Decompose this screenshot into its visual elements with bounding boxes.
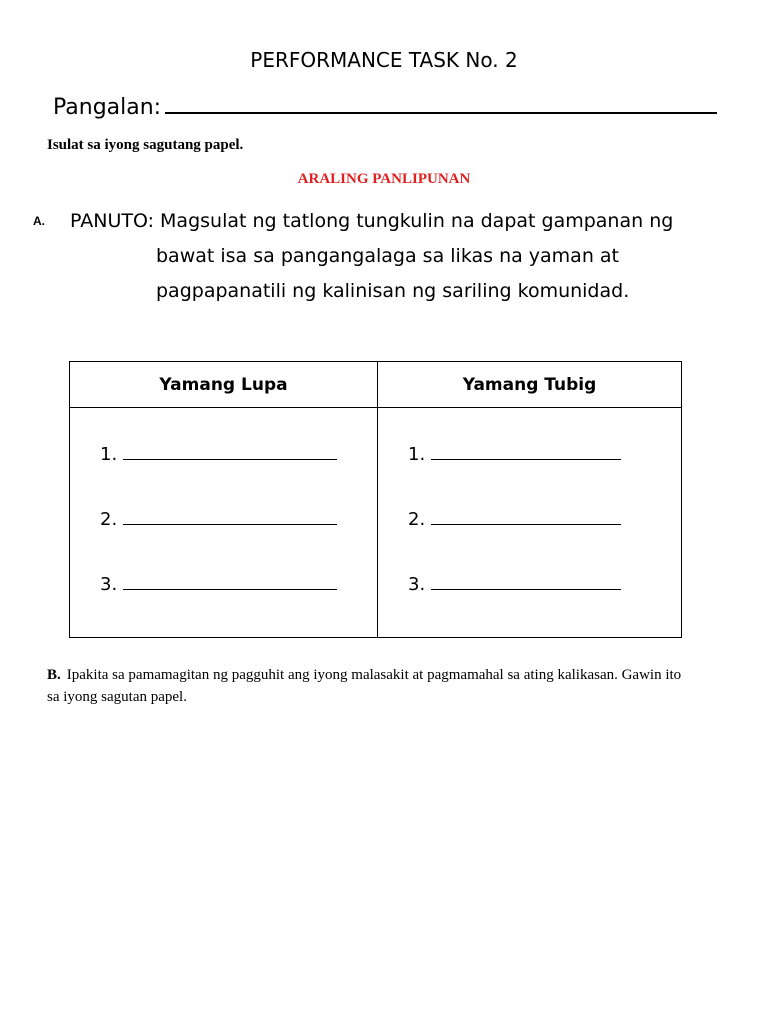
directions-line-1: PANUTO: Magsulat ng tatlong tungkulin na dapat gampanan ng: [70, 210, 674, 232]
answer-blank[interactable]: [123, 571, 337, 590]
section-b-label: B.: [47, 667, 61, 683]
name-blank-line[interactable]: [165, 92, 717, 114]
answer-blank[interactable]: [431, 506, 621, 525]
name-row: [53, 92, 717, 123]
directions-line-2: bawat isa sa pangangalaga sa likas na yaman at: [156, 245, 620, 267]
item-number: 2.: [408, 509, 426, 530]
instruction-text: Isulat sa iyong sagutang papel.: [47, 137, 244, 153]
page-title: PERFORMANCE TASK No. 2: [250, 48, 518, 72]
item-number: 3.: [408, 574, 426, 595]
answer-item: [100, 440, 377, 505]
answer-item: [408, 505, 681, 570]
answer-blank[interactable]: [123, 506, 337, 525]
yamang-tubig-cell: [378, 408, 682, 638]
section-b: [47, 664, 697, 708]
section-b-text: Ipakita sa pamamagitan ng pagguhit ang iyong malasakit at pagmamahal sa ating kalikasan. Gawin ito sa iyong sagutan papel.: [47, 667, 682, 705]
item-number: 1.: [408, 444, 426, 465]
answer-item: [408, 440, 681, 505]
answer-table: [69, 361, 682, 638]
directions-line-3: pagpapanatili ng kalinisan ng sariling komunidad.: [156, 280, 630, 302]
answer-blank[interactable]: [431, 441, 621, 460]
yamang-lupa-cell: [70, 408, 378, 638]
name-label: Pangalan:: [53, 95, 162, 120]
item-number: 3.: [100, 574, 118, 595]
table-header-row: [70, 362, 682, 408]
answer-item: [408, 570, 681, 635]
section-a-label: A.: [33, 214, 45, 228]
answer-item: [100, 570, 377, 635]
item-number: 1.: [100, 444, 118, 465]
answer-item: [100, 505, 377, 570]
item-number: 2.: [100, 509, 118, 530]
section-a-directions: [70, 204, 673, 309]
table-answer-row: [70, 408, 682, 638]
answer-blank[interactable]: [431, 571, 621, 590]
subject-heading: ARALING PANLIPUNAN: [297, 171, 471, 187]
column-header-yamang-tubig: Yamang Tubig: [378, 362, 682, 408]
column-header-yamang-lupa: Yamang Lupa: [70, 362, 378, 408]
answer-blank[interactable]: [123, 441, 337, 460]
